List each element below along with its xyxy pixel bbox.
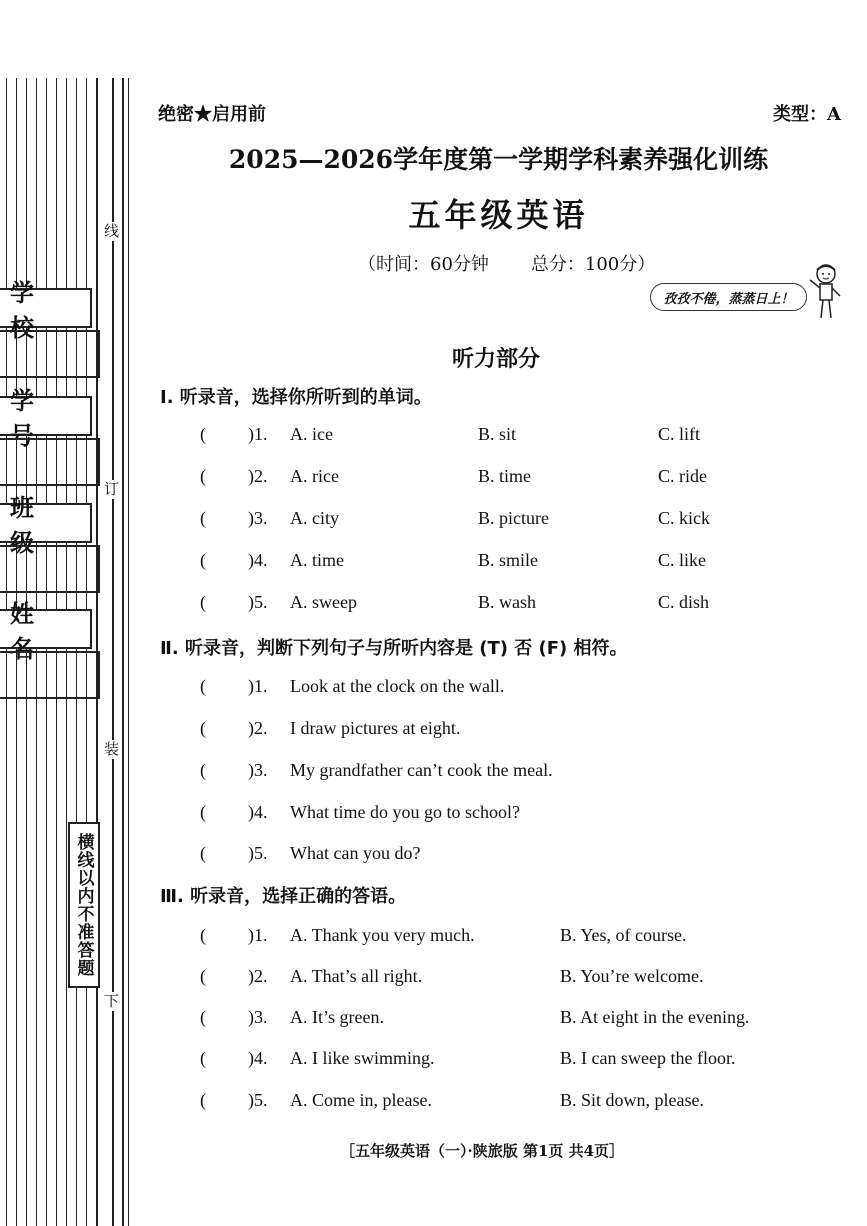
option-a: A. ice [290, 424, 333, 444]
student-id-label: 学 号 [0, 396, 92, 436]
exam-score: 总分：100分） [530, 254, 656, 275]
page-footer: ［五年级英语（一）·陕旅版 第1页 共4页］ [340, 1142, 625, 1160]
option-b: B. time [478, 466, 531, 486]
option-b: B. Sit down, please. [560, 1090, 704, 1110]
listening-section-title: 听力部分 [452, 346, 541, 372]
question-number: )1. [248, 424, 268, 444]
statement-text: What can you do? [290, 843, 421, 863]
answer-paren[interactable]: ( [200, 508, 206, 528]
part3-row [0, 1007, 867, 1037]
part2-heading: Ⅱ. 听录音，判断下列句子与所听内容是 (T) 否 (F) 相符。 [160, 638, 628, 659]
option-a: A. time [290, 550, 344, 570]
school-field[interactable] [0, 330, 100, 378]
part3-heading: Ⅲ. 听录音，选择正确的答语。 [160, 886, 407, 907]
question-number: )3. [248, 1007, 268, 1027]
option-b: B. wash [478, 592, 536, 612]
answer-paren[interactable]: ( [200, 718, 206, 738]
option-b: B. I can sweep the floor. [560, 1048, 736, 1068]
statement-text: What time do you go to school? [290, 802, 520, 822]
answer-paren[interactable]: ( [200, 466, 206, 486]
option-a: A. Thank you very much. [290, 925, 475, 945]
part2-row [0, 718, 867, 748]
part3-row [0, 925, 867, 955]
option-a: A. I like swimming. [290, 1048, 435, 1068]
option-a: A. It’s green. [290, 1007, 384, 1027]
option-c: C. kick [658, 508, 710, 528]
question-number: )1. [248, 676, 268, 696]
option-a: A. Come in, please. [290, 1090, 432, 1110]
margin-char-zhuang: 装 [104, 740, 120, 758]
part1-row [0, 466, 867, 496]
answer-paren[interactable]: ( [200, 802, 206, 822]
option-b: B. smile [478, 550, 539, 570]
option-c: C. dish [658, 592, 710, 612]
option-a: A. city [290, 508, 339, 528]
question-number: )4. [248, 802, 268, 822]
answer-paren[interactable]: ( [200, 1090, 206, 1110]
option-b: B. picture [478, 508, 549, 528]
school-label: 学 校 [0, 288, 92, 328]
margin-char-xian: 线 [104, 222, 120, 240]
part3-row [0, 1048, 867, 1078]
statement-text: I draw pictures at eight. [290, 718, 461, 738]
question-number: )5. [248, 843, 268, 863]
slogan-bubble: 孜孜不倦，蒸蒸日上！ [650, 283, 807, 311]
part1-row [0, 550, 867, 580]
answer-paren[interactable]: ( [200, 676, 206, 696]
option-b: B. At eight in the evening. [560, 1007, 750, 1027]
exam-info [358, 250, 655, 276]
answer-paren[interactable]: ( [200, 966, 206, 986]
part2-row [0, 802, 867, 832]
question-number: )5. [248, 592, 268, 612]
answer-paren[interactable]: ( [200, 925, 206, 945]
question-number: )4. [248, 1048, 268, 1068]
answer-paren[interactable]: ( [200, 843, 206, 863]
part2-row [0, 760, 867, 790]
question-number: )2. [248, 966, 268, 986]
answer-paren[interactable]: ( [200, 1048, 206, 1068]
part3-row [0, 966, 867, 996]
option-b: B. sit [478, 424, 517, 444]
part2-row [0, 843, 867, 873]
question-number: )3. [248, 508, 268, 528]
exam-title: 2025—2026学年度第一学期学科素养强化训练 [228, 145, 769, 174]
question-number: )3. [248, 760, 268, 780]
cartoon-kid-icon [806, 262, 842, 322]
part3-row [0, 1090, 867, 1120]
statement-text: My grandfather can’t cook the meal. [290, 760, 553, 780]
no-answer-notice: 横线以内不准答题 [68, 822, 100, 988]
margin-char-xia: 下 [104, 992, 120, 1010]
question-number: )2. [248, 718, 268, 738]
name-label: 姓 名 [0, 609, 92, 649]
answer-paren[interactable]: ( [200, 760, 206, 780]
margin-char-ding: 订 [104, 480, 120, 498]
part1-row [0, 592, 867, 622]
answer-paren[interactable]: ( [200, 1007, 206, 1027]
question-number: )5. [248, 1090, 268, 1110]
answer-paren[interactable]: ( [200, 550, 206, 570]
option-a: A. That’s all right. [290, 966, 423, 986]
option-b: B. Yes, of course. [560, 925, 687, 945]
part1-heading: Ⅰ. 听录音，选择你所听到的单词。 [160, 387, 432, 408]
option-b: B. You’re welcome. [560, 966, 704, 986]
option-c: C. like [658, 550, 706, 570]
answer-paren[interactable]: ( [200, 424, 206, 444]
question-number: )2. [248, 466, 268, 486]
option-c: C. ride [658, 466, 707, 486]
question-number: )1. [248, 925, 268, 945]
part2-row [0, 676, 867, 706]
part1-row [0, 424, 867, 454]
option-a: A. rice [290, 466, 339, 486]
option-c: C. lift [658, 424, 701, 444]
statement-text: Look at the clock on the wall. [290, 676, 505, 696]
subject-title: 五年级英语 [408, 196, 589, 234]
exam-type: 类型：A [773, 104, 841, 125]
question-number: )4. [248, 550, 268, 570]
class-label: 班 级 [0, 503, 92, 543]
answer-paren[interactable]: ( [200, 592, 206, 612]
part1-row [0, 508, 867, 538]
option-a: A. sweep [290, 592, 357, 612]
exam-time: （时间：60分钟 [358, 254, 489, 275]
secret-label: 绝密★启用前 [158, 104, 266, 125]
